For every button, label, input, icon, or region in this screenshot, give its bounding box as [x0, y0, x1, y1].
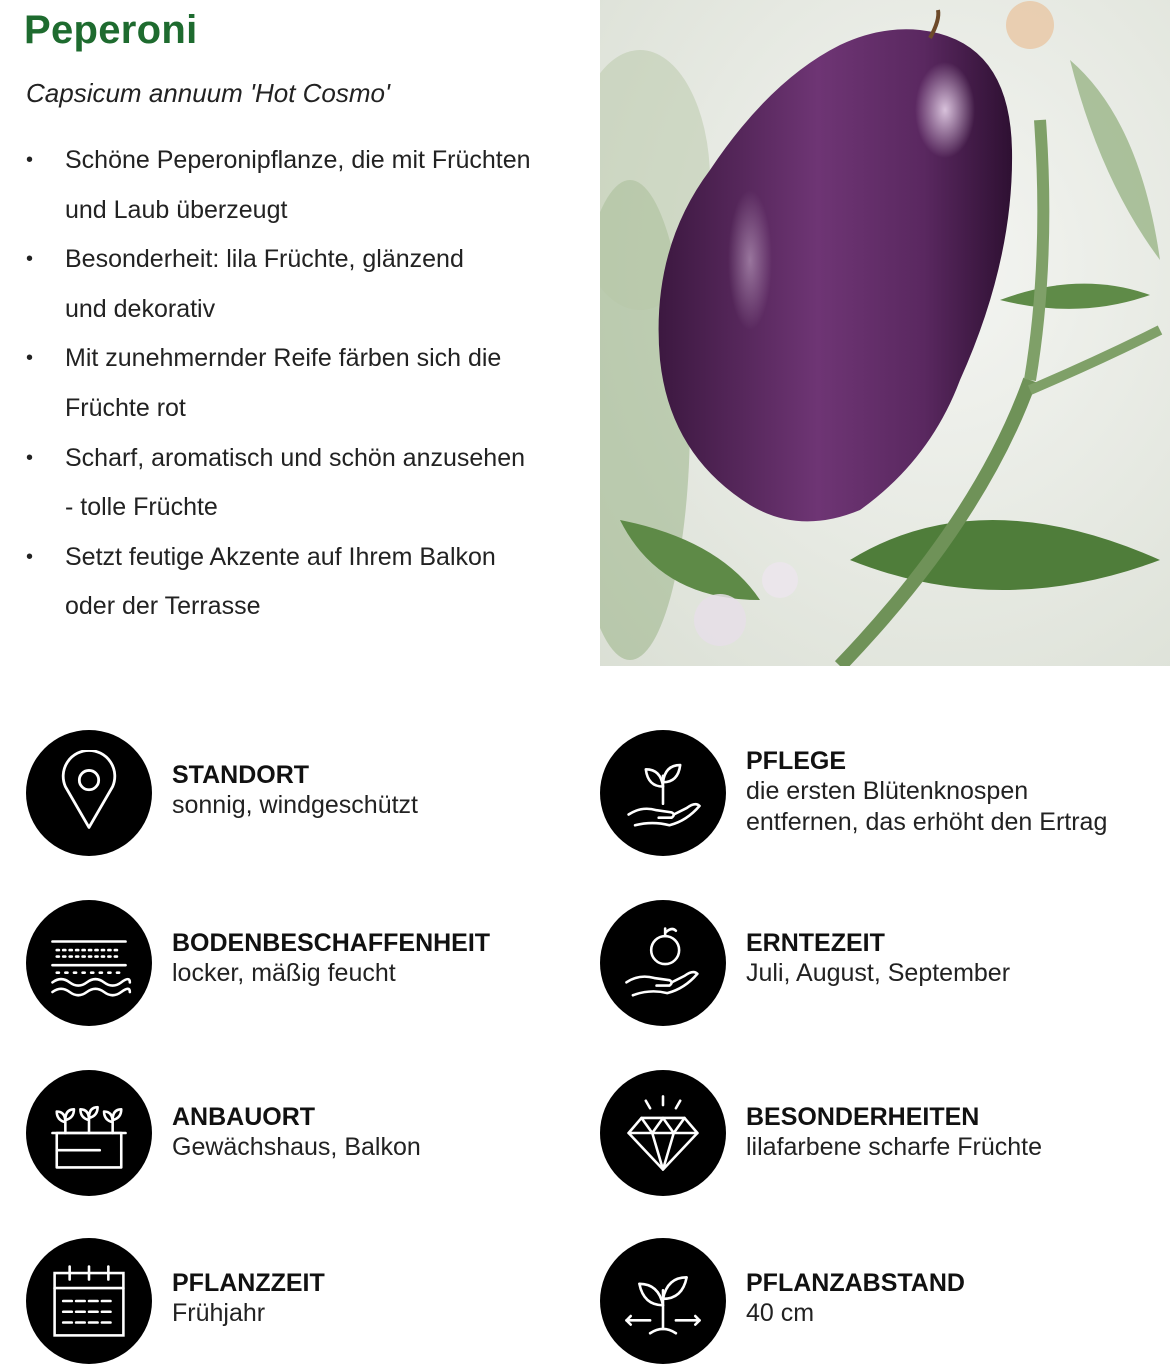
info-label: PFLANZABSTAND	[746, 1269, 965, 1297]
bullet-marker: •	[26, 347, 34, 370]
feature-line: Setzt feutige Akzente auf Ihrem Balkon	[65, 542, 496, 571]
info-pflege	[600, 730, 1160, 860]
feature-line: Schöne Peperonipflanze, die mit Früchten	[65, 146, 531, 174]
info-pflanzabstand	[600, 1238, 1160, 1368]
feature-line: und Laub überzeugt	[65, 195, 288, 224]
feature-item	[26, 334, 586, 433]
feature-item	[26, 136, 586, 235]
info-erntezeit	[600, 900, 1160, 1030]
info-value: sonnig, windgeschützt	[172, 791, 418, 819]
info-label: BESONDERHEITEN	[746, 1103, 980, 1131]
info-value: Gewächshaus, Balkon	[172, 1133, 421, 1161]
info-value: 40 cm	[746, 1299, 815, 1327]
feature-line: oder der Terrasse	[65, 592, 261, 621]
planter-box-icon	[26, 1070, 152, 1196]
info-label: BODENBESCHAFFENHEIT	[172, 929, 491, 957]
purple-pepper-photo	[600, 0, 1170, 666]
plant-spacing-icon	[600, 1238, 726, 1364]
bullet-marker: •	[26, 248, 34, 271]
info-label: PFLEGE	[746, 747, 847, 775]
botanical-name: Capsicum annuum 'Hot Cosmo'	[26, 78, 390, 108]
info-value: die ersten Blütenknospen	[746, 777, 1029, 805]
feature-line: Mit zunehmernder Reife färben sich die	[65, 344, 502, 373]
info-besonderheiten	[600, 1070, 1160, 1200]
info-value: entfernen, das erhöht den Ertrag	[746, 808, 1108, 836]
info-value: Frühjahr	[172, 1299, 266, 1327]
info-label: ERNTEZEIT	[746, 929, 885, 957]
feature-item	[26, 235, 586, 334]
seedling-hand-icon	[600, 730, 726, 856]
bullet-marker: •	[26, 446, 34, 469]
info-value: Juli, August, September	[746, 959, 1011, 987]
bullet-marker: •	[26, 149, 34, 171]
info-label: STANDORT	[172, 761, 310, 789]
feature-line: Früchte rot	[65, 393, 186, 422]
info-bodenbeschaffenheit	[26, 900, 586, 1030]
diamond-icon	[600, 1070, 726, 1196]
feature-line: Scharf, aromatisch und schön anzusehen	[65, 443, 525, 472]
feature-item	[26, 434, 586, 533]
bullet-marker: •	[26, 545, 34, 568]
location-pin-icon	[26, 730, 152, 856]
feature-line: und dekorativ	[65, 294, 216, 323]
fruit-hand-icon	[600, 900, 726, 1026]
page-title: Peperoni	[24, 8, 198, 52]
info-label: PFLANZZEIT	[172, 1269, 325, 1297]
info-standort	[26, 730, 586, 860]
info-value: locker, mäßig feucht	[172, 959, 396, 987]
info-value: lilafarbene scharfe Früchte	[746, 1133, 1042, 1161]
feature-list	[26, 136, 586, 632]
feature-item	[26, 533, 586, 632]
info-pflanzzeit	[26, 1238, 586, 1368]
info-anbauort	[26, 1070, 586, 1200]
feature-line: - tolle Früchte	[65, 493, 218, 522]
soil-layers-icon	[26, 900, 152, 1026]
feature-line: Besonderheit: lila Früchte, glänzend	[65, 245, 464, 274]
calendar-icon	[26, 1238, 152, 1364]
info-label: ANBAUORT	[172, 1103, 316, 1131]
